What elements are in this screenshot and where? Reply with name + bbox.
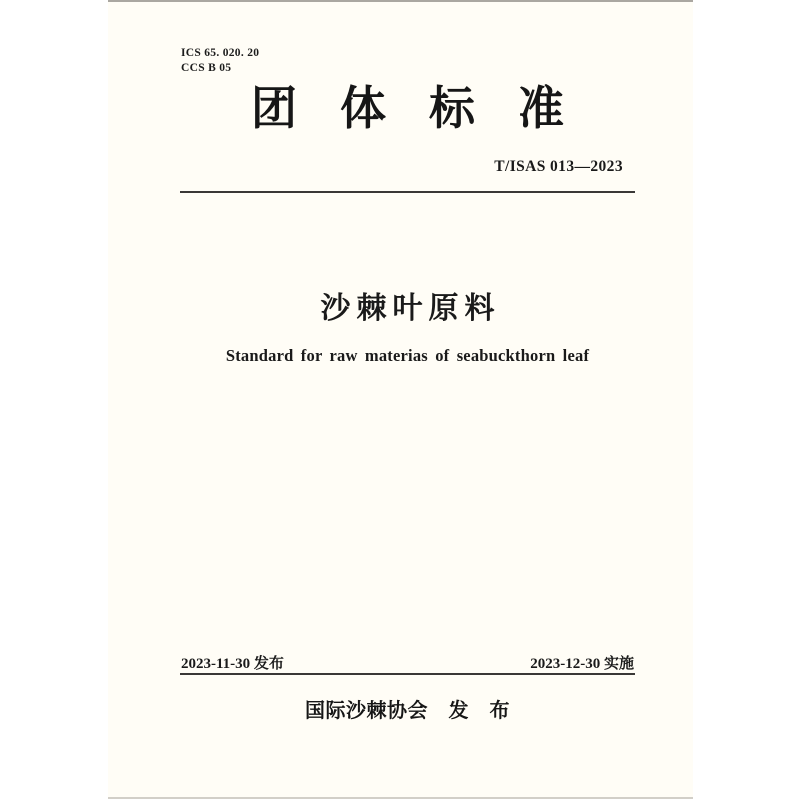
implement-date: 2023-12-30 实施 — [530, 656, 634, 672]
standard-title-en: Standard for raw materias of seabuckthorn leaf — [225, 346, 590, 365]
footer-rule — [180, 673, 635, 675]
dates-row — [181, 652, 634, 673]
standard-cover-page — [108, 0, 693, 799]
ics-code: ICS 65. 020. 20 — [181, 47, 260, 59]
header-rule — [180, 191, 635, 193]
cover-content-area — [181, 2, 634, 797]
ccs-code: CCS B 05 — [181, 62, 232, 74]
classification-codes — [181, 46, 259, 76]
standard-number: T/ISAS 013—2023 — [494, 158, 623, 175]
doc-type-title: 团体标准 — [251, 82, 607, 134]
publisher-line: 国际沙棘协会 发 布 — [305, 700, 510, 722]
standard-title-cn: 沙棘叶原料 — [320, 292, 501, 325]
issue-date: 2023-11-30 发布 — [181, 656, 284, 672]
